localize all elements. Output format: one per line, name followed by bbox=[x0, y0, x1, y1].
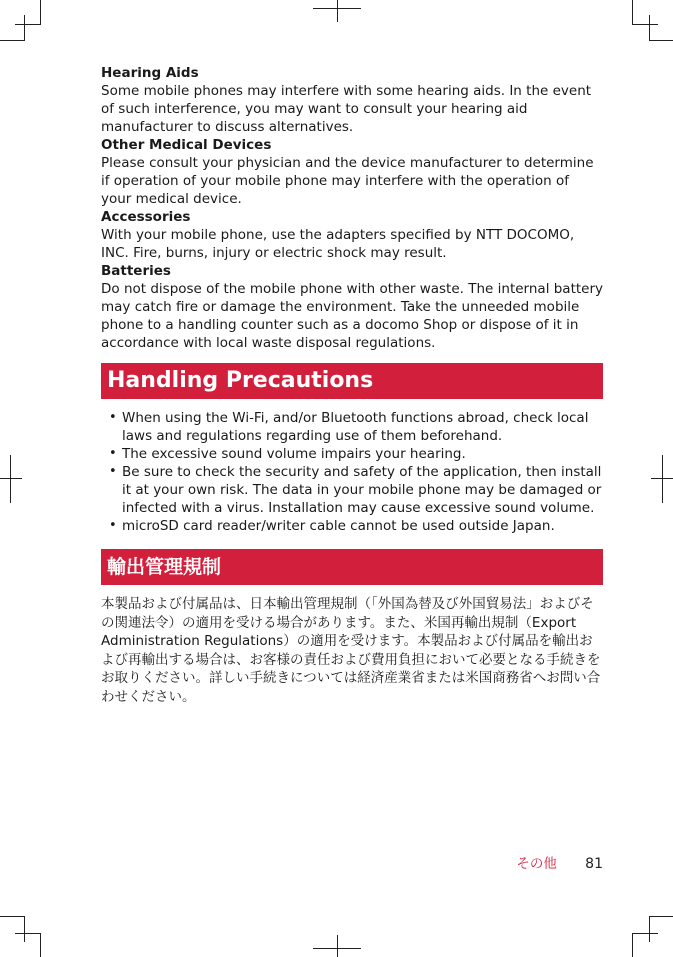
section-other-medical-devices bbox=[101, 136, 603, 208]
section-accessories bbox=[101, 208, 603, 262]
section-batteries bbox=[101, 262, 603, 352]
section-text: Please consult your physician and the device manufacturer to determine if operation of your mobile phone may interfere with the operation of your medical device. bbox=[101, 155, 594, 207]
list-item: • When using the Wi-Fi, and/or Bluetooth functions abroad, check local laws and regulations regarding use of them beforehand. bbox=[101, 409, 603, 445]
export-control-text: 本製品および付属品は、日本輸出管理規制（「外国為替及び外国貿易法」およびその関連法令）の適用を受ける場合があります。また、米国再輸出規制（Export Administration Regulations）の適用を受けます。本製品および付属品を輸出および再輸出する場合は、お客様の責任および費用負担において必要となる手続きをお取りください。詳しい手続きについては経済産業省または米国商務省へお問い合わせください。 bbox=[101, 596, 601, 705]
section-heading: Accessories bbox=[101, 209, 191, 225]
section-heading: Hearing Aids bbox=[101, 65, 199, 81]
section-text: Some mobile phones may interfere with some hearing aids. In the event of such interference, you may want to consult your hearing aid manufacturer to discuss alternatives. bbox=[101, 83, 592, 135]
section-heading: Other Medical Devices bbox=[101, 137, 272, 153]
export-control-banner: 輸出管理規制 bbox=[101, 549, 603, 585]
handling-precautions-banner: Handling Precautions bbox=[101, 363, 603, 399]
list-item: • The excessive sound volume impairs your hearing. bbox=[101, 445, 603, 463]
section-text: With your mobile phone, use the adapters specified by NTT DOCOMO, INC. Fire, burns, injury or electric shock may result. bbox=[101, 227, 575, 261]
page-number: 81 bbox=[585, 856, 603, 872]
list-item: • Be sure to check the security and safety of the application, then install it at your own risk. The data in your mobile phone may be damaged or infected with a virus. Installation may cause excessive sound volume. bbox=[101, 463, 603, 517]
section-heading: Batteries bbox=[101, 263, 171, 279]
section-text: Do not dispose of the mobile phone with other waste. The internal battery may catch fire or damage the environment. Take the unneeded mobile phone to a handling counter such as a docomo Shop or dispose of it in accordance with local waste disposal regulations. bbox=[101, 281, 604, 351]
page-content bbox=[101, 64, 603, 706]
footer-section-label: その他 bbox=[516, 856, 557, 872]
page-footer bbox=[516, 852, 603, 872]
list-item: • microSD card reader/writer cable cannot be used outside Japan. bbox=[101, 517, 603, 535]
handling-precautions-list bbox=[101, 409, 603, 535]
section-hearing-aids bbox=[101, 64, 603, 136]
